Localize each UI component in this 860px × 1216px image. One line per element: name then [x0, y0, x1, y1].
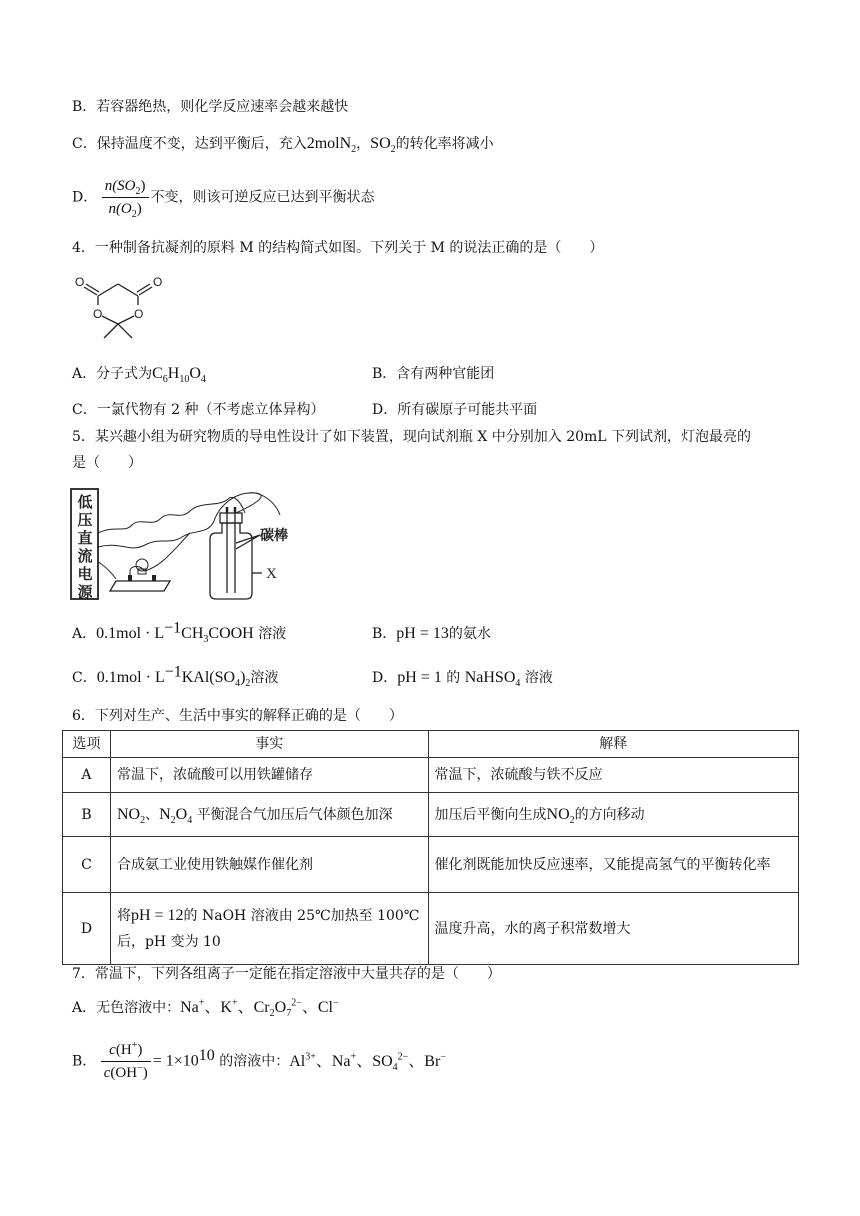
table-row: D 将pH = 12的 NaOH 溶液由 25℃加热至 100℃ 后，pH 变为 10 温度升高，水的离子积常数增大: [63, 893, 799, 965]
q5-stem-line2: 是（ ）: [72, 455, 142, 471]
molecule-m-structure: [68, 262, 168, 347]
svg-text:压: 压: [77, 511, 93, 529]
q5-option-d: D．pH = 1 的 NaHSO$_4$ 溶液: [372, 669, 553, 690]
q3-option-d: D． $\frac{n(SO_2)}{n(O_2)}$ 不变，则该可逆反应已达到平衡状态: [72, 178, 375, 220]
q6-table: [62, 730, 799, 965]
q7-option-a: A．无色溶液中：Na+、K+、$Cr_2O_7^{2-}$、Cl−: [72, 997, 339, 1020]
q4-option-d: D．所有碳原子可能共平面: [372, 402, 538, 418]
q4-option-c: C．一氯代物有 2 种（不考虑立体异构）: [72, 402, 325, 418]
q3-option-c: C．保持温度不变，达到平衡后，充入2molN$_2$，$SO_2$的转化率将减小: [72, 135, 494, 156]
svg-text:O: O: [75, 275, 85, 289]
svg-text:直: 直: [77, 529, 93, 547]
table-header-row: [63, 731, 799, 758]
svg-text:O: O: [153, 275, 163, 289]
svg-text:碳棒: 碳棒: [260, 528, 288, 544]
q5-stem-line1: 5．某兴趣小组为研究物质的导电性设计了如下装置，现向试剂瓶 X 中分别加入 20mL 下列试剂，灯泡最亮的: [72, 429, 752, 445]
q4-option-b: B．含有两种官能团: [372, 366, 495, 382]
q5-option-a: A．$0.1mol \cdot L^{-1}CH_3COOH$ 溶液: [72, 619, 287, 646]
mole-ratio-fraction: $\frac{n(SO_2)}{n(O_2)}$: [102, 176, 149, 219]
ion-ratio-fraction: $\frac{c(H^+)}{c(OH^-)}$: [101, 1040, 151, 1083]
svg-text:电: 电: [77, 565, 93, 583]
table-row: A 常温下，浓硫酸可以用铁罐储存 常温下，浓硫酸与铁不反应: [63, 758, 799, 793]
svg-text:O: O: [134, 307, 144, 321]
q7-option-b: B． $\frac{c(H^+)}{c(OH^-)}$ = $1\times 10^{10}$ 的溶液中：$Al^{3+}$、Na+、$SO_4^{2-}$、Br−: [72, 1040, 446, 1081]
q3-option-b: B．若容器绝热，则化学反应速率会越来越快: [72, 99, 349, 115]
svg-text:O: O: [93, 307, 103, 321]
table-row: B $NO_2$、$N_2O_4$ 平衡混合气加压后气体颜色加深 加压后平衡向生成$NO_2$的方向移动: [63, 793, 799, 837]
header-option: 选项: [63, 731, 111, 758]
q4-stem: 4．一种制备抗凝剂的原料 M 的结构简式如图。下列关于 M 的说法正确的是（ ）: [72, 240, 604, 256]
svg-text:X: X: [266, 566, 277, 582]
svg-text:低: 低: [77, 493, 93, 511]
q7-stem: 7．常温下，下列各组离子一定能在指定溶液中大量共存的是（ ）: [72, 966, 501, 982]
header-explanation: 解释: [428, 731, 798, 758]
table-row: C 合成氨工业使用铁触媒作催化剂 催化剂既能加快反应速率，又能提高氢气的平衡转化率: [63, 837, 799, 893]
svg-text:源: 源: [77, 583, 93, 601]
q6-stem: 6．下列对生产、生活中事实的解释正确的是（ ）: [72, 708, 403, 724]
conductivity-apparatus-figure: [70, 485, 310, 605]
svg-text:流: 流: [77, 547, 93, 565]
q4-option-a: A．分子式为$C_6H_{10}O_4$: [72, 365, 206, 386]
q5-option-c: C．$0.1mol \cdot L^{-1}KAl(SO_4)_2$溶液: [72, 663, 279, 690]
header-fact: 事实: [110, 731, 428, 758]
q5-option-b: B．pH = 13的氨水: [372, 625, 491, 642]
